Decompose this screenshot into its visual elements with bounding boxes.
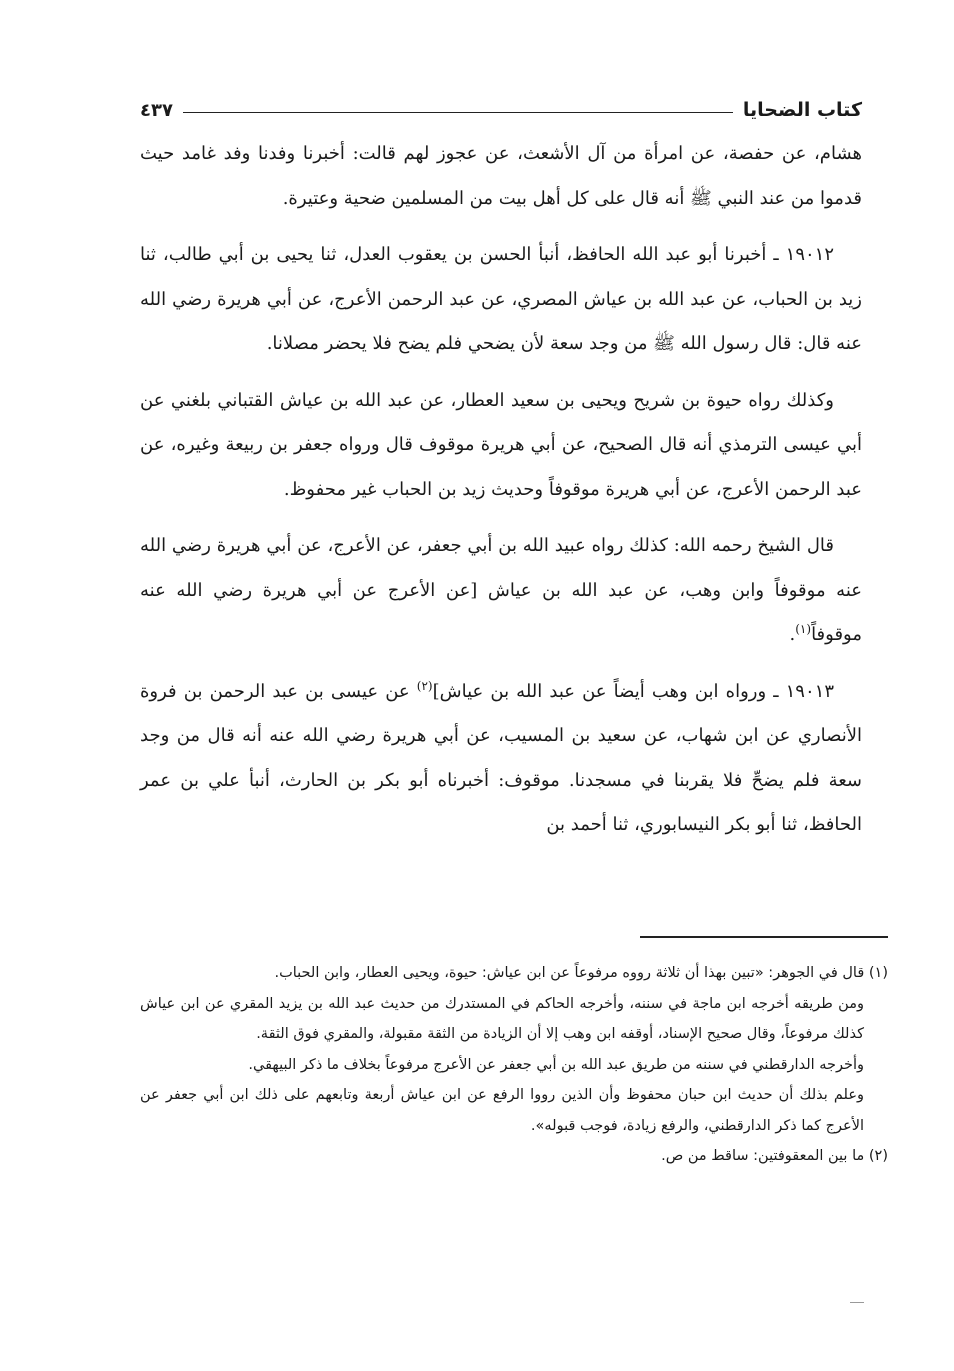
footnotes	[140, 958, 888, 1172]
footnote-1-continued: وعلم بذلك أن حديث ابن حبان محفوظ وأن الذين رووا الرفع عن ابن عياش أربعة وتابعهم على ذلك ابن أبي جعفر عن الأعرج كما ذكر الدارقطني، والرفع زيادة، فوجب قبوله».	[140, 1087, 864, 1134]
paragraph-4-end: .	[789, 624, 796, 645]
footnote-1-continued: وأخرجه الدارقطني في سننه من طريق عبد الله بن أبي جعفر عن الأعرج مرفوعاً بخلاف ما ذكر البيهقي.	[248, 1056, 864, 1073]
paragraph-3-text: وكذلك رواه حيوة بن شريح ويحيى بن سعيد العطار، عن عبد الله بن عياش القتباني بلغني عن أبي عيسى الترمذي أنه قال الصحيح، عن أبي هريرة موقوف قال ورواه جعفر بن ربيعة وغيره، عن عبد الرحمن الأعرج، عن أبي هريرة موقوفاً وحديث زيد بن الحباب غير محفوظ.	[140, 389, 862, 500]
paragraph-4	[140, 524, 862, 658]
footnote-ref-1[interactable]: (١)	[795, 622, 812, 636]
page-number: ٤٣٧	[140, 100, 173, 121]
paragraph-1	[140, 132, 862, 221]
footnote-2: (٢) ما بين المعقوفتين: ساقط من ص.	[661, 1148, 888, 1164]
footnote-ref-2[interactable]: (٢)	[416, 678, 433, 693]
page-mark	[850, 1302, 864, 1303]
paragraph-2	[140, 233, 862, 367]
footnote-1-continued: ومن طريقه أخرجه ابن ماجة في سننه، وأخرجه الحاكم في المستدرك من حديث عبد الله بن يزيد المقري عن ابن عياش كذلك مرفوعاً، وقال صحيح الإسناد، أوقفه ابن وهب إلا أن الزيادة من الثقة مقبولة، والمقري فوق الثقة.	[140, 995, 864, 1042]
paragraph-3	[140, 379, 862, 513]
paragraph-2-text: ١٩٠١٢ ـ أخبرنا أبو عبد الله الحافظ، أنبأ الحسن بن يعقوب العدل، ثنا يحيى بن أبي طالب، ثنا زيد بن الحباب، عن عبد الله بن عياش المصري، عن عبد الرحمن الأعرج، عن أبي هريرة رضي الله عنه قال: قال رسول الله ﷺ من وجد سعة لأن يضحي فلم يضح فلا يحضر مصلانا.	[140, 244, 862, 354]
paragraph-4-text: قال الشيخ رحمه الله: كذلك رواه عبيد الله بن أبي جعفر، عن الأعرج، عن أبي هريرة رضي الله عنه موقوفاً وابن وهب، عن عبد الله بن عياش [عن الأعرج عن أبي هريرة رضي الله عنه موقوفاً	[140, 535, 862, 645]
running-header	[140, 86, 862, 120]
header-rule	[183, 112, 733, 113]
paragraph-5	[140, 670, 862, 848]
main-text	[140, 132, 862, 860]
footnote-1: (١) قال في الجوهر: «تبين بهذا أن ثلاثة رووه مرفوعاً عن ابن عياش: حيوة، ويحيى العطار، وابن الحباب.	[274, 965, 888, 981]
paragraph-5-start: ١٩٠١٣ ـ ورواه ابن وهب أيضاً عن عبد الله بن عياش]	[432, 680, 834, 702]
paragraph-1-text: هشام، عن حفصة، عن امرأة من آل الأشعث، عن عجوز لهم قالت: أخبرنا وفدنا وفد غامد حيث قدموا من عند النبي ﷺ أنه قال على كل أهل بيت من المسلمين ضحية وعتيرة.	[140, 143, 862, 209]
paragraph-5-text: عن عيسى بن عبد الرحمن بن فروة الأنصاري عن ابن شهاب، عن سعيد بن المسيب، عن أبي هريرة رضي الله عنه أنه قال من وجد سعة فلم يضحِّ فلا يقربنا في مسجدنا. موقوف: أخبرناه أبو بكر بن الحارث، أنبأ علي بن عمر الحافظ، ثنا أبو بكر النيسابوري، ثنا أحمد بن	[140, 680, 862, 835]
chapter-title: كتاب الضحايا	[742, 99, 862, 121]
footnote-separator	[640, 936, 888, 938]
